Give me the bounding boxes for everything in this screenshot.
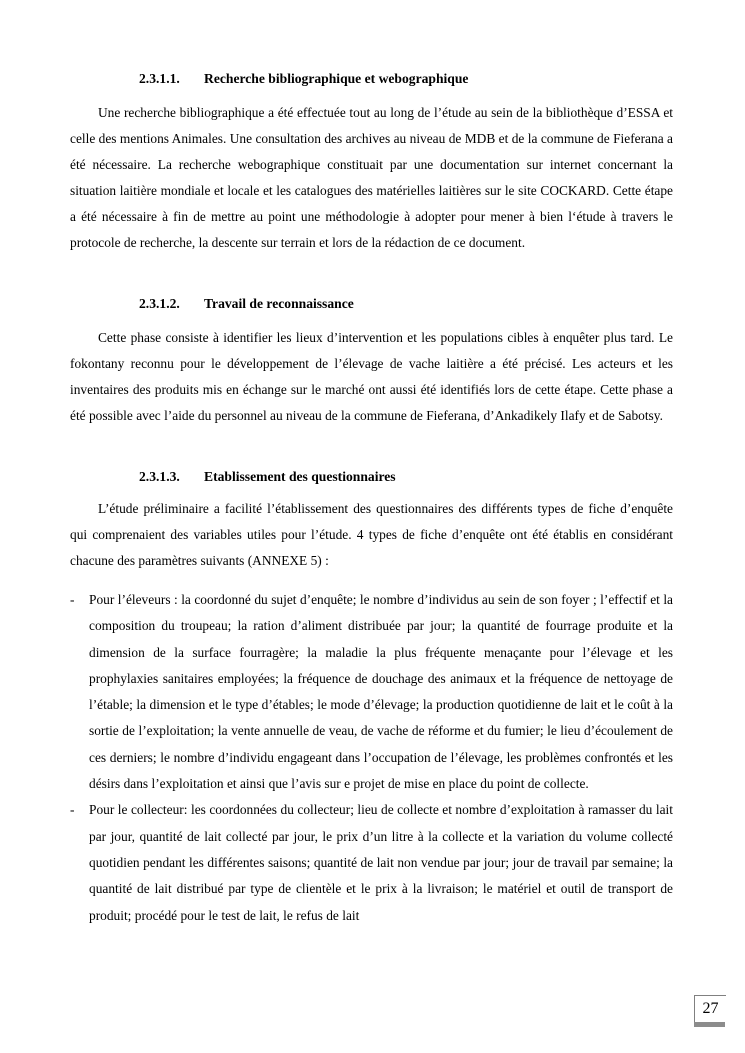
section-heading-2-3-1-2 (139, 296, 354, 312)
parameters-list (70, 587, 673, 929)
section-title: Recherche bibliographique et webographique (204, 71, 469, 86)
list-item-text: Pour l’éleveurs : la coordonné du sujet d’enquête; le nombre d’individus au sein de son foyer ; l’effectif et la composition du troupeau; la ration d’aliment distribuée par jour; la quantité de fourrage produite et la dimension de la surface fourragère; la maladie la plus fréquente menaçante pour l’élevage et les prophylaxies sanitaires employées; la fréquence de douchage des animaux et la fréquence de nettoyage de l’étable; la dimension et le type d’étables; le mode d’élevage; la production quotidienne de lait et le coût à la sortie de l’exploitation; la vente annuelle de veau, de vache de réforme et du fumier; le lieu d’écoulement de ces derniers; le nombre d’individu engageant dans l’occupation de l’élevage, les problèmes confrontés et les désirs dans l’exploitation et ainsi que l’avis sur e projet de mise en place du point de collecte. (89, 592, 673, 792)
paragraph-recherche: Une recherche bibliographique a été effectuée tout au long de l’étude au sein de la bibliothèque d’ESSA et celle des mentions Animales. Une consultation des archives au niveau de MDB et de la commune de Fieferana a été nécessaire. La recherche webographique constituait par une documentation sur internet concernant la situation laitière mondiale et locale et les catalogues des matérielles laitières sur le site COCKARD. Cette étape a été nécessaire à fin de mettre au point une méthodologie à adopter pour mener à bien l‘étude à travers le protocole de recherche, la descente sur terrain et lors de la rédaction de ce document. (70, 105, 673, 250)
section-heading-2-3-1-3 (139, 469, 396, 485)
page-number-bar (694, 1022, 725, 1027)
bullet-dash: - (70, 802, 75, 818)
list-item-collecteur (70, 797, 673, 928)
bullet-dash: - (70, 592, 75, 607)
section-number: 2.3.1.1. (139, 71, 180, 86)
list-item-text: Pour le collecteur: les coordonnées du collecteur; lieu de collecte et nombre d’exploitation à ramasser du lait par jour, quantité de lait collecté par jour, le prix d’un litre à la collecte et la variation du volume collecté quotidien pendant les différentes saisons; quantité de lait non vendue par jour; jour de travail par semaine; la quantité de lait distribué par type de clientèle et le prix à la livraison; le matériel et outil de transport de produit; procédé pour le test de lait, le refus de lait (89, 802, 673, 923)
paragraph-questionnaires: L’étude préliminaire a facilité l’établissement des questionnaires des différents types de fiche d’enquête qui comprenaient des variables utiles pour l’étude. 4 types de fiche d’enquête ont été établis en considérant chacune des paramètres suivants (ANNEXE 5) : (70, 501, 673, 568)
section-number: 2.3.1.2. (139, 296, 180, 311)
section-title: Travail de reconnaissance (204, 296, 354, 311)
section-number: 2.3.1.3. (139, 469, 180, 484)
paragraph-reconnaissance: Cette phase consiste à identifier les lieux d’intervention et les populations cibles à enquêter plus tard. Le fokontany reconnu pour le développement de l’élevage de vache laitière a été précisé. Les acteurs et les inventaires des produits mis en échange sur le marché ont aussi été identifiés lors de cette étape. Cette phase a été possible avec l’aide du personnel au niveau de la commune de Fieferana, d’Ankadikely Ilafy et de Sabotsy. (70, 330, 673, 423)
section-title: Etablissement des questionnaires (204, 469, 396, 484)
section-heading-2-3-1-1 (139, 71, 468, 87)
page-number: 27 (694, 995, 726, 1022)
list-item-eleveurs (70, 587, 673, 797)
